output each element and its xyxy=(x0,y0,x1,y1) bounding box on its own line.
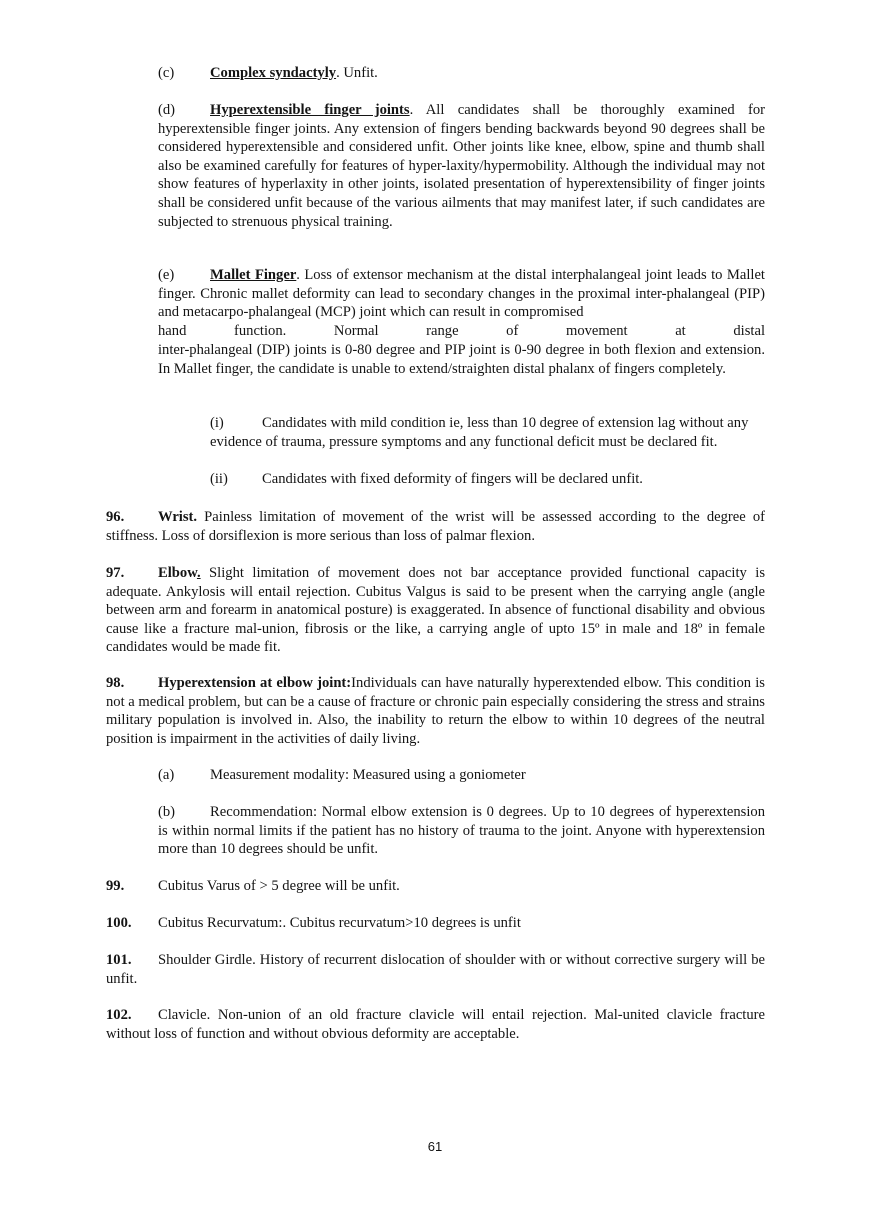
subsection-heading: Complex syndactyly xyxy=(210,65,337,81)
item-text: Candidates with mild condition ie, less than 10 degree of extension lag without any evidence of trauma, pressure symptoms and any functional deficit must be declared fit. xyxy=(210,415,749,450)
paragraph-number: 97. xyxy=(106,565,125,581)
paragraph-96 xyxy=(106,508,765,545)
paragraph-101 xyxy=(106,951,765,988)
item-label: (i) xyxy=(210,415,224,431)
subsection-heading: Hyperextensible finger joints xyxy=(210,102,410,118)
paragraph-number: 102. xyxy=(106,1007,132,1023)
paragraph-heading: Wrist. xyxy=(158,509,198,525)
paragraph-text: Painless limitation of movement of the wrist will be assessed according to the degree of stiffness. Loss of dorsiflexion is more serious than loss of palmar flexion. xyxy=(106,509,765,544)
subsection-text: Recommendation: Normal elbow extension is 0 degrees. Up to 10 degrees of hyperextension is within normal limits if the patient has no history of trauma to the joint. Anyone with hyperextension more than 10 degrees should be unfit. xyxy=(158,804,765,858)
subsection-heading: Mallet Finger xyxy=(210,267,297,283)
item-e-ii xyxy=(210,470,765,489)
subsection-e-continued: inter-phalangeal (DIP) joints is 0-80 degree and PIP joint is 0-90 degree in both flexion and extension. In Mallet finger, the candidate is unable to extend/straighten distal phalanx of fingers completely. xyxy=(158,342,765,377)
paragraph-100 xyxy=(106,914,765,933)
subsection-label: (c) xyxy=(158,65,175,81)
subsection-98-b xyxy=(158,803,765,859)
subsection-text: . All candidates shall be thoroughly examined for hyperextensible finger joints. Any extension of fingers bending backwards beyond 90 degrees shall be considered hyperextensible and considered unfit. Other joints like knee, elbow, spine and thumb shall also be examined carefully for features of hyper-laxity/hypermobility. Although the individual may not show features of hyperlaxity in other joints, isolated presentation of hyperextensibility of finger joints shall be considered unfit because of the various ailments that may manifest later, if such candidates are subjected to strenuous physical training. xyxy=(158,102,766,230)
paragraph-number: 99. xyxy=(106,878,125,894)
paragraph-number: 96. xyxy=(106,509,125,525)
paragraph-number: 98. xyxy=(106,675,125,691)
paragraph-102 xyxy=(106,1006,765,1043)
paragraph-text: Clavicle. Non-union of an old fracture clavicle will entail rejection. Mal-united clavicle fracture without loss of function and without obvious deformity are acceptable. xyxy=(106,1007,765,1042)
paragraph-heading: Elbow xyxy=(158,565,197,581)
paragraph-heading: Hyperextension at elbow joint: xyxy=(158,675,352,691)
subsection-e xyxy=(158,266,765,322)
page-number: 61 xyxy=(427,1139,443,1154)
paragraph-number: 101. xyxy=(106,952,132,968)
subsection-label: (a) xyxy=(158,767,175,783)
subsection-text: . Unfit. xyxy=(336,65,378,81)
paragraph-97 xyxy=(106,564,765,657)
subsection-98-a xyxy=(158,766,765,785)
item-text: Candidates with fixed deformity of fingers will be declared unfit. xyxy=(262,471,643,487)
item-e-i xyxy=(210,414,765,451)
subsection-label: (b) xyxy=(158,804,176,820)
subsection-text: . Loss of extensor mechanism at the distal interphalangeal joint leads to Mallet finger. Chronic mallet deformity can lead to secondary changes in the proximal inter-phalangeal (PIP) and metacarpo-phalangeal (MCP) joint which can result in compromised xyxy=(158,267,765,321)
paragraph-text: Slight limitation of movement does not bar acceptance provided functional capacity is adequate. Ankylosis will entail rejection. Cubitus Valgus is said to be present when the carrying angle (angle between arm and forearm in anatomical posture) is exaggerated. In absence of functional disability and obvious cause like a fracture mal-union, fibrosis or the like, a carrying angle of upto 15º in male and 18º in female candidates would be made fit. xyxy=(106,565,765,656)
paragraph-text: Shoulder Girdle. History of recurrent dislocation of shoulder with or without corrective surgery will be unfit. xyxy=(106,952,765,987)
subsection-label: (e) xyxy=(158,267,175,283)
paragraph-number: 100. xyxy=(106,915,132,931)
paragraph-text: Individuals can have naturally hyperextended elbow. This condition is not a medical problem, but can be a cause of fracture or chronic pain especially considering the stress and strains military population is involved in. Also, the inability to return the elbow to within 10 degrees of the neutral position is impairment in the activities of daily living. xyxy=(106,675,765,747)
paragraph-98 xyxy=(106,674,765,748)
paragraph-text: Cubitus Varus of > 5 degree will be unfit. xyxy=(158,878,400,894)
subsection-label: (d) xyxy=(158,102,176,118)
subsection-e-spread-line: hand function. Normal range of movement at distal xyxy=(158,323,765,339)
paragraph-heading-dot: . xyxy=(196,565,201,581)
paragraph-text: Cubitus Recurvatum:. Cubitus recurvatum>10 degrees is unfit xyxy=(158,915,521,931)
subsection-c xyxy=(158,64,765,83)
paragraph-99 xyxy=(106,877,765,896)
item-label: (ii) xyxy=(210,471,228,487)
subsection-text: Measurement modality: Measured using a goniometer xyxy=(210,767,526,783)
subsection-d xyxy=(158,101,765,231)
